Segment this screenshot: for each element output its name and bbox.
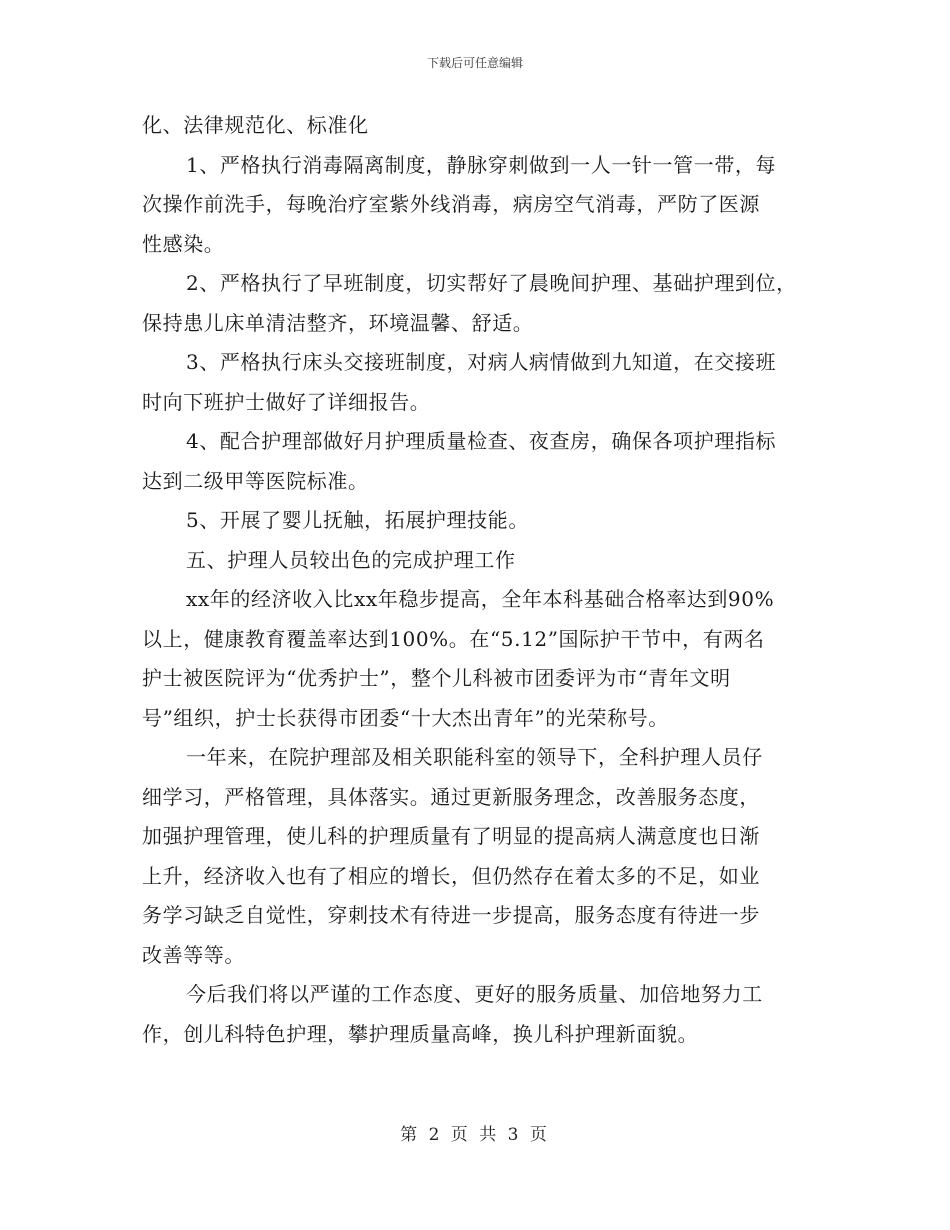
text-line: 护士被医院评为“优秀护士”，整个儿科被市团委评为市“青年文明 bbox=[142, 666, 731, 690]
text-line: 今后我们将以严谨的工作态度、更好的服务质量、加倍地努力工 bbox=[186, 982, 763, 1006]
text-line: 4、配合护理部做好月护理质量检查、夜查房，确保各项护理指标 bbox=[186, 429, 777, 453]
text-line: 时向下班护士做好了详细报告。 bbox=[142, 389, 431, 414]
text-line: 达到二级甲等医院标准。 bbox=[142, 468, 369, 493]
text-line: 一年来，在院护理部及相关职能科室的领导下，全科护理人员仔 bbox=[186, 745, 763, 769]
text-line: 次操作前洗手，每晚治疗室紫外线消毒，病房空气消毒，严防了医源 bbox=[142, 192, 760, 216]
page-number-footer: 第 2 页 共 3 页 bbox=[400, 1125, 550, 1145]
text-line: xx年的经济收入比xx年稳步提高，全年本科基础合格率达到90% bbox=[186, 587, 775, 611]
text-line: 务学习缺乏自觉性，穿刺技术有待进一步提高，服务态度有待进一步 bbox=[142, 903, 760, 927]
text-line: 改善等等。 bbox=[142, 942, 245, 967]
document-body bbox=[142, 106, 822, 1054]
text-line: 细学习，严格管理，具体落实。通过更新服务理念，改善服务态度， bbox=[142, 784, 760, 809]
text-line: 作，创儿科特色护理，攀护理质量高峰，换儿科护理新面貌。 bbox=[142, 1021, 699, 1046]
text-line: 保持患儿床单清洁整齐，环境温馨、舒适。 bbox=[142, 310, 534, 335]
text-line: 以上，健康教育覆盖率达到100%。在“5.12”国际护干节中，有两名 bbox=[142, 626, 765, 651]
text-line: 1、严格执行消毒隔离制度，静脉穿刺做到一人一针一管一带，每 bbox=[186, 152, 777, 177]
text-line: 2、严格执行了早班制度，切实帮好了晨晚间护理、基础护理到位， bbox=[186, 271, 797, 295]
text-line: 号”组织，护士长获得市团委“十大杰出青年”的光荣称号。 bbox=[142, 705, 669, 730]
text-line: 化、法律规范化、标准化 bbox=[142, 113, 369, 137]
text-line: 5、开展了婴儿抚触，拓展护理技能。 bbox=[186, 508, 529, 532]
text-line: 性感染。 bbox=[142, 231, 225, 256]
text-line: 3、严格执行床头交接班制度，对病人病情做到九知道，在交接班 bbox=[186, 350, 777, 374]
text-line: 上升，经济收入也有了相应的增长，但仍然存在着太多的不足，如业 bbox=[142, 863, 760, 888]
text-line: 加强护理管理，使儿科的护理质量有了明显的提高病人满意度也日渐 bbox=[142, 824, 760, 848]
page-header: 下载后可任意编辑 bbox=[426, 56, 523, 70]
text-line: 五、护理人员较出色的完成护理工作 bbox=[186, 547, 516, 572]
